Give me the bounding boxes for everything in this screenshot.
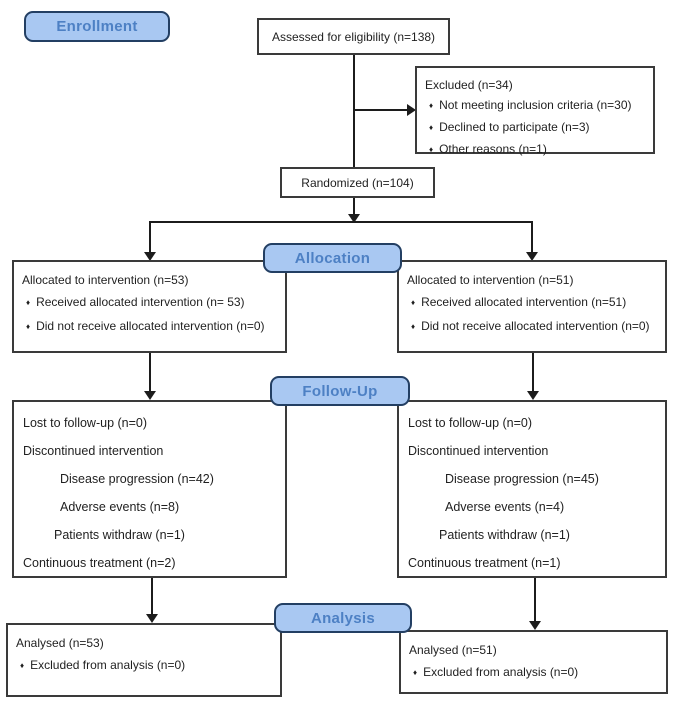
connector-randomized-branch bbox=[353, 198, 355, 215]
alloc-right-bullet: ♦ Received allocated intervention (n=51) bbox=[411, 291, 657, 315]
connector-branch-alloc-left bbox=[149, 222, 151, 252]
enrollment-label: Enrollment bbox=[56, 18, 138, 35]
arrowhead-followup-right bbox=[527, 391, 539, 400]
assessed-text: Assessed for eligibility (n=138) bbox=[271, 29, 436, 44]
followup-right-line: Lost to follow-up (n=0) bbox=[408, 416, 533, 430]
followup-right-line: Discontinued intervention bbox=[408, 444, 549, 458]
stage-badge-followup bbox=[270, 376, 410, 406]
followup-right-line: Patients withdraw (n=1) bbox=[439, 528, 570, 542]
connector-assessed-randomized bbox=[353, 55, 355, 167]
followup-left-line: Disease progression (n=42) bbox=[60, 472, 214, 486]
excluded-bullet: ♦ Other reasons (n=1) bbox=[429, 139, 645, 161]
followup-left-line: Adverse events (n=8) bbox=[60, 500, 180, 514]
excluded-bullet: ♦ Not meeting inclusion criteria (n=30) bbox=[429, 95, 645, 117]
connector-followup-analysis-left bbox=[151, 578, 153, 614]
analysis-left-title: Analysed (n=53) bbox=[16, 636, 104, 650]
analysis-label: Analysis bbox=[310, 609, 376, 627]
diamond-bullet-icon: ♦ bbox=[411, 322, 416, 331]
analysis-right-bullet: ♦ Excluded from analysis (n=0) bbox=[413, 661, 658, 685]
diamond-bullet-icon: ♦ bbox=[26, 298, 31, 307]
stage-badge-allocation bbox=[263, 243, 402, 273]
connector-followup-analysis-right bbox=[534, 578, 536, 621]
diamond-bullet-icon: ♦ bbox=[429, 101, 434, 110]
arrowhead-followup-left bbox=[144, 391, 156, 400]
followup-box-right bbox=[397, 400, 667, 578]
diamond-bullet-icon: ♦ bbox=[20, 661, 25, 670]
followup-right-line: Continuous treatment (n=1) bbox=[408, 556, 561, 570]
alloc-left-title: Allocated to intervention (n=53) bbox=[22, 273, 189, 287]
allocation-box-right bbox=[397, 260, 667, 353]
arrowhead-analysis-left bbox=[146, 614, 158, 623]
alloc-left-bullet: ♦ Did not receive allocated intervention (n=0) bbox=[26, 315, 277, 339]
analysis-box-left bbox=[6, 623, 282, 697]
followup-left-line: Discontinued intervention bbox=[23, 444, 164, 458]
diamond-bullet-icon: ♦ bbox=[411, 298, 416, 307]
randomized-box bbox=[280, 167, 435, 198]
alloc-left-bullet: ♦ Received allocated intervention (n= 53) bbox=[26, 291, 277, 315]
followup-box-left bbox=[12, 400, 287, 578]
followup-left-line: Lost to follow-up (n=0) bbox=[23, 416, 148, 430]
connector-alloc-followup-right bbox=[532, 353, 534, 391]
analysis-right-title: Analysed (n=51) bbox=[409, 643, 497, 657]
allocation-box-left bbox=[12, 260, 287, 353]
analysis-left-bullet: ♦ Excluded from analysis (n=0) bbox=[20, 654, 272, 678]
randomized-text: Randomized (n=104) bbox=[301, 175, 414, 190]
allocation-label: Allocation bbox=[294, 249, 371, 267]
stage-badge-enrollment bbox=[24, 11, 170, 42]
branch-line bbox=[149, 221, 533, 223]
diamond-bullet-icon: ♦ bbox=[26, 322, 31, 331]
connector-alloc-followup-left bbox=[149, 353, 151, 391]
arrowhead-analysis-right bbox=[529, 621, 541, 630]
diamond-bullet-icon: ♦ bbox=[413, 668, 418, 677]
followup-right-line: Disease progression (n=45) bbox=[445, 472, 599, 486]
diamond-bullet-icon: ♦ bbox=[429, 123, 434, 132]
followup-left-line: Patients withdraw (n=1) bbox=[54, 528, 185, 542]
followup-left-line: Continuous treatment (n=2) bbox=[23, 556, 176, 570]
diamond-bullet-icon: ♦ bbox=[429, 145, 434, 154]
alloc-right-bullet: ♦ Did not receive allocated intervention (n=0) bbox=[411, 315, 657, 339]
stage-badge-analysis bbox=[274, 603, 412, 633]
connector-branch-alloc-right bbox=[531, 222, 533, 252]
excluded-box bbox=[415, 66, 655, 154]
followup-label: Follow-Up bbox=[302, 382, 378, 400]
analysis-box-right bbox=[399, 630, 668, 694]
assessed-box bbox=[257, 18, 450, 55]
excluded-title: Excluded (n=34) bbox=[425, 78, 513, 92]
excluded-bullet: ♦ Declined to participate (n=3) bbox=[429, 117, 645, 139]
alloc-right-title: Allocated to intervention (n=51) bbox=[407, 273, 574, 287]
connector-to-excluded bbox=[354, 109, 407, 111]
followup-right-line: Adverse events (n=4) bbox=[445, 500, 565, 514]
